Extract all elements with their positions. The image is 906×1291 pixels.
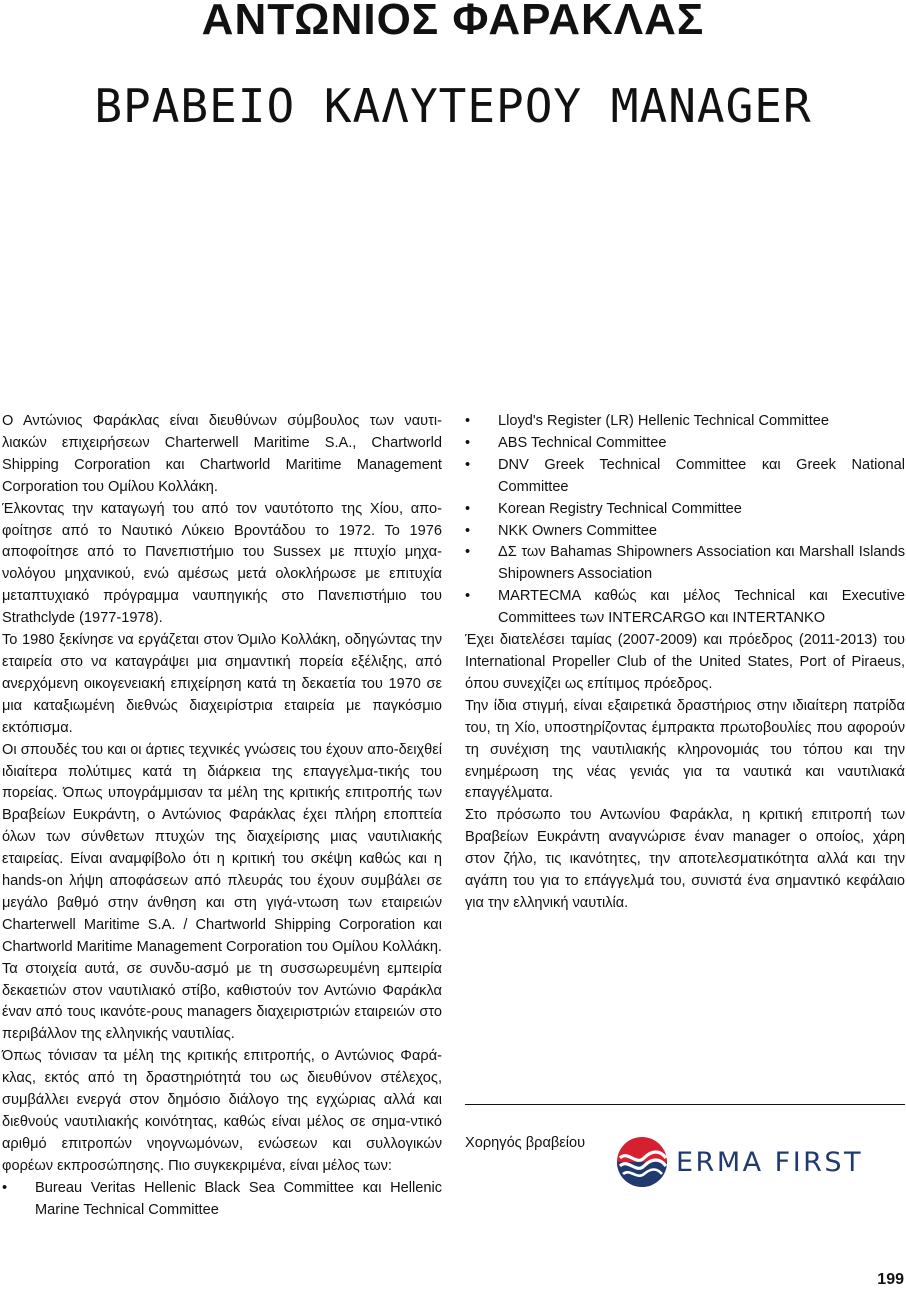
paragraph: Έλκοντας την καταγωγή του από τον ναυτότοπο της Χίου, απο-φοίτησε από το Ναυτικό Λύκειο Βροντάδου το 1972. Το 1976 αποφοίτησε από το Πανεπιστήμιο του Sussex με πτυχίο μηχα-νολόγου μηχανικού, ενώ αμέσως μετά ολοκλήρωσε με επιτυχία μεταπτυχιακό πρόγραμμα ναυπηγικής στο Πανεπιστήμιο του Strathclyde (1977-1978). <box>2 500 442 627</box>
award-title: ΒΡΑΒΕΙΟ ΚΑΛΥΤΕΡΟΥ MANAGER <box>94 79 812 133</box>
erma-first-wave-icon <box>616 1136 668 1188</box>
list-item: • Lloyd's Register (LR) Hellenic Technical Committee <box>465 411 905 433</box>
paragraph: Στο πρόσωπο του Αντωνίου Φαράκλα, η κριτική επιτροπή των Βραβείων Ευκράντη αναγνώρισε έναν manager ο οποίος, χάρη στον ζήλο, τις ικανότητες, την αποτελεσματικότητα αλλά και την αγάπη του για το επάγγελμά του, συνιστά ένα σημαντικό κεφάλαιο για την ελληνική ναυτιλία. <box>465 807 905 911</box>
list-item: • Bureau Veritas Hellenic Black Sea Committee και Hellenic Marine Technical Committee <box>2 1178 442 1222</box>
right-column <box>465 411 905 915</box>
committee-list <box>2 1178 442 1222</box>
divider <box>465 1104 905 1105</box>
sponsor-label: Χορηγός βραβείου <box>465 1135 586 1151</box>
list-item: • DNV Greek Technical Committee και Greek National Committee <box>465 455 905 499</box>
sponsor-logo-text: ERMA FIRST <box>676 1146 864 1178</box>
committee-list <box>465 411 905 630</box>
paragraph: Έχει διατελέσει ταμίας (2007-2009) και πρόεδρος (2011-2013) του International Propeller Club of the United States, Port of Piraeus, όπου συνεχίζει ως επίτιμος πρόεδρος. <box>465 632 905 692</box>
paragraph: Την ίδια στιγμή, είναι εξαιρετικά δραστήριος στην ιδιαίτερη πατρίδα του, τη Χίο, υποστηρίζοντας έμπρακτα πρωτοβουλίες που αφορούν τη συνέχιση της ναυτιλιακής κληρονομιάς του τόπου και την ενημέρωση της νέας γενιάς για τα ναυτικά και ναυτιλιακά επαγγέλματα. <box>465 697 905 802</box>
paragraph: Οι σπουδές του και οι άρτιες τεχνικές γνώσεις του έχουν απο-δειχθεί ιδιαίτερα πολύτιμες κατά τη διάρκεια της επαγγελμα-τικής του πορείας. Όπως υπογράμμισαν τα μέλη της κριτικής επιτροπής των Βραβείων Ευκράντη, ο Αντώνιος Φαράκλας έχει πλήρη εποπτεία όλων των σύνθετων πτυχών της διαχείρισης μιας ναυτιλιακής εταιρείας. Είναι αναμφίβολο ότι η κριτική του σκέψη καθώς και η hands-on λήψη αποφάσεων από πλευράς του έχουν συμβάλει σε μεγάλο βαθμό στην άνθηση και στη γιγά-ντωση των εταιρειών Charterwell Maritime S.A. / Chartworld Shipping Corporation και Chartworld Maritime Management Corporation του Ομίλου Κολλάκη. Τα στοιχεία αυτά, σε συνδυ-ασμό με τη συσσωρευμένη εμπειρία δεκαετιών στον ναυτιλιακό στίβο, καθιστούν τον Αντώνιο Φαράκλα έναν από τους ικανότε-ρους managers διαχειριστριών εταιρειών στο περιβάλλον της ελληνικής ναυτιλίας. <box>2 741 442 1043</box>
paragraph: Το 1980 ξεκίνησε να εργάζεται στον Όμιλο Κολλάκη, οδηγώντας την εταιρεία στο να καταγράψει μια σημαντική πορεία εξέλιξης, από ανερχόμενη οικογενειακή επιχείρηση κατά τη δεκαετία του 1970 σε μια καταξιωμένη διεθνώς διαχειρίστρια εταιρεία με παγκόσμιο εκτόπισμα. <box>2 632 442 736</box>
list-item: • ΔΣ των Bahamas Shipowners Association και Marshall Islands Shipowners Association <box>465 542 905 586</box>
list-item: • MARTECMA καθώς και μέλος Technical και Executive Committees των INTERCARGO και INTERTANKO <box>465 586 905 630</box>
person-name: ΑΝΤΩΝΙΟΣ ΦΑΡΑΚΛΑΣ <box>201 0 705 44</box>
paragraph: Ο Αντώνιος Φαράκλας είναι διευθύνων σύμβουλος των ναυτι-λιακών επιχειρήσεων Charterwell Maritime S.A., Chartworld Shipping Corporation και Chartworld Maritime Management Corporation του Ομίλου Κολλάκη. <box>2 413 442 495</box>
list-item: • NKK Owners Committee <box>465 521 905 543</box>
list-item: • Korean Registry Technical Committee <box>465 499 905 521</box>
left-column <box>2 411 442 1222</box>
paragraph: Όπως τόνισαν τα μέλη της κριτικής επιτροπής, ο Αντώνιος Φαρά-κλας, εκτός από τη δραστηριότητά του ως διευθύνον στέλεχος, συμβάλλει ενεργά στον δημόσιο διάλογο της εγχώριας αλλά και διεθνούς ναυτιλιακής κοινότητας, καθώς είναι μέλος σε σημα-ντικό αριθμό επιτροπών νηογνωμόνων, ενώσεων και συλλογικών φορέων εκπροσώπησης. Πιο συγκεκριμένα, είναι μέλος των: <box>2 1048 442 1174</box>
list-item: • ABS Technical Committee <box>465 433 905 455</box>
page-number: 199 <box>877 1271 904 1288</box>
sponsor-logo <box>616 1132 906 1192</box>
